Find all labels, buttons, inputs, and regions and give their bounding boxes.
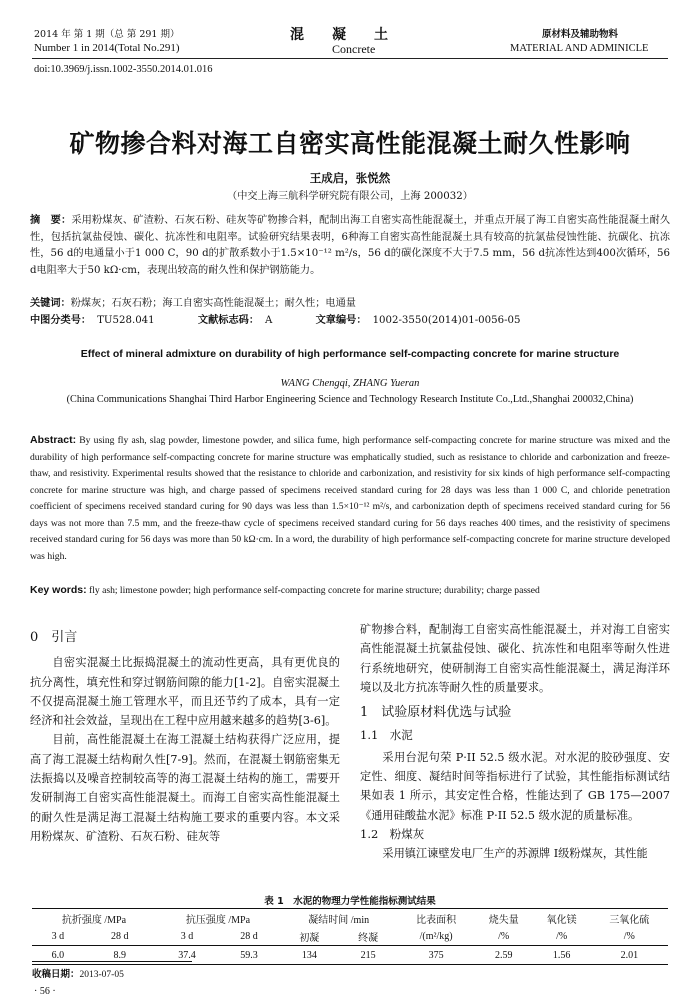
table-subheader-cell: /% (623, 930, 635, 942)
table-subheader-cell: 3 d (180, 930, 194, 942)
table-header-cell: 抗折强度 /MPa (61, 914, 127, 926)
page-number: · 56 · (34, 986, 56, 997)
table-subheader-cell: /% (556, 930, 568, 942)
table-header-row (32, 909, 668, 928)
section-heading-1-2: 1.2 粉煤灰 (360, 826, 425, 841)
journal-issue-cn: 2014 年 第 1 期（总 第 291 期） (34, 29, 180, 40)
keywords-en-text: fly ash; limestone powder; high performance self-compacting concrete for marine structure; durability; charge passed (89, 585, 540, 596)
table-header-cell: 凝结时间 /min (308, 914, 370, 926)
paper-title-en: Effect of mineral admixture on durability of high performance self-compacting concrete for marine structure (80, 348, 620, 360)
header-rule (32, 58, 668, 59)
table-cell: 375 (428, 949, 444, 961)
abstract-cn-text: 采用粉煤灰、矿渣粉、石灰石粉、硅灰等矿物掺合料，配制出海工自密实高性能混凝土，并重点开展了海工自密实高性能混凝土耐久性，包括抗氯盐侵蚀、碳化、抗冻性和电阻率。试验研究结果表明，6种海工自密实高性能混凝土具有较高的抗氯盐侵蚀性能、抗碳化、抗冻性，56 d的电通量小于1 000 C，90 d的扩散系数小于1.5×10⁻¹² m²/s，56 d的碳化深度不大于7.5 mm，56 d抗冻性达到400次循环，56 d电阻率大于50 kΩ·cm，表现出较高的耐久性和保护钢筋能力。 (30, 215, 671, 276)
section-cn: 原材料及辅助物料 (542, 29, 619, 40)
table-cell: 59.3 (240, 949, 258, 961)
table-header-cell: 抗压强度 /MPa (185, 914, 251, 926)
table-caption: 表 1 水泥的物理力学性能指标测试结果 (264, 896, 436, 907)
table-subheader-row (32, 927, 668, 946)
right-paragraph-2: 采用台泥句荣 P·II 52.5 级水泥。对水泥的胶砂强度、安定性、细度、凝结时间等指标进行了试验，其性能指标测试结果如表 1 所示，其安定性合格，性能达到了 GB 175—2007《通用硅酸盐水泥》标准 P·II 52.5 级水泥的质量标准。 (360, 750, 670, 822)
table-subheader-cell: /% (498, 930, 510, 942)
doc-code-label: 文献标志码： (197, 315, 260, 326)
table-header-cell: 三氧化硫 (609, 914, 650, 926)
clc-label: 中图分类号： (30, 315, 92, 326)
section-heading-intro: 0 引言 (30, 630, 78, 645)
journal-name-en: Concrete (332, 42, 376, 56)
table-subheader-cell: 28 d (240, 930, 258, 942)
table-header-cell: 烧失量 (488, 914, 519, 926)
table-subheader-cell: 28 d (111, 930, 129, 942)
keywords-en-label: Key words: (30, 584, 87, 596)
journal-name-cn: 混 凝 土 (290, 27, 388, 43)
right-paragraph-1: 矿物掺合料，配制海工自密实高性能混凝土，并对海工自密实高性能混凝土抗氯盐侵蚀、碳化、抗冻性和电阻率等耐久性进行系统地研究，使研制海工自密实高性能混凝土，满足海洋环境以及北方抗冻等耐久性的质量要求。 (360, 623, 670, 694)
authors-en: WANG Chengqi, ZHANG Yueran (280, 378, 420, 389)
classification-line (30, 313, 670, 330)
paper-title-cn: 矿物掺合料对海工自密实高性能混凝土耐久性影响 (69, 129, 631, 158)
intro-paragraph-2: 目前，高性能混凝土在海工混凝土结构获得广泛应用，提高了海工混凝土结构耐久性[7-9]。然而，在混凝土钢筋密集无法振捣以及噪音控制较高等的海工混凝土结构的施工，需要开发研制海工自密实高性能混凝土。而海工自密实高性能混凝土的耐久性是满足海工混凝土结构施工要求的重要内容。本文采用粉煤灰、矿渣粉、石灰石粉、硅灰等 (30, 733, 340, 843)
abstract-en-label: Abstract: (30, 434, 77, 446)
abstract-en (30, 432, 670, 565)
right-column (360, 620, 670, 864)
table-cell: 1.56 (552, 949, 571, 961)
received-value: 2013-07-05 (79, 970, 124, 980)
table-cell: 6.0 (51, 949, 65, 961)
table-subheader-cell: /(m²/kg) (419, 930, 453, 942)
affiliation-en: (China Communications Shanghai Third Harbor Engineering Science and Technology Research Institute Co.,Ltd.,Shanghai 200032,China) (66, 394, 634, 405)
footnote-rule (32, 961, 192, 962)
doc-code-value: A (265, 315, 273, 326)
table-header-cell: 比表面积 (416, 914, 457, 926)
cement-properties-table (32, 908, 668, 965)
journal-issue-en: Number 1 in 2014(Total No.291) (34, 42, 180, 54)
keywords-cn-label: 关键词： (30, 298, 71, 309)
left-column (30, 620, 340, 846)
received-date (32, 966, 124, 980)
table-cell: 215 (360, 949, 376, 961)
table-subheader-cell: 3 d (51, 930, 65, 942)
keywords-en (30, 582, 670, 600)
table-subheader-cell: 终凝 (358, 932, 379, 944)
doi: doi:10.3969/j.issn.1002-3550.2014.01.016 (34, 64, 213, 75)
article-no-value: 1002-3550(2014)01-0056-05 (372, 315, 521, 326)
table-cell: 37.4 (178, 949, 196, 961)
intro-paragraph-1: 自密实混凝土比振捣混凝土的流动性更高，具有更优良的抗分离性，填充性和穿过钢筋间隙的能力[1-2]。自密实混凝土不仅提高混凝土施工管理水平，而且还节约了成本，具有一定经济和社会效益，呈现出在工程中应用越来越多的趋势[3-6]。 (30, 656, 340, 728)
abstract-en-text: By using fly ash, slag powder, limestone powder, and silica fume, high performance self-compacting concrete for marine structure was mixed and the durability of high performance self-compacting concrete for marine structure was emphatically studied, such as resistance to chloride and carbonization and freeze-thaw, and resistivity. Experimental results showed that the resistance to chloride and carbonization, and resistivity for six kinds of high performance self-compacting concrete for marine structure was high, and charge passed of specimens received standard curing for 28 days was less than 1 000 C, and chloride penetration coefficient of specimens received standard curing for 90 days was less than 1.5×10⁻¹² m²/s, and carbonization depth of specimens received standard curing for 56 days was not more than 7.5 mm, and the freeze-thaw cycle of specimens received standard curing for 56 days reaches 400 times, and the resistivity of specimens received standard curing for 56 days was more than 50 kΩ·cm. In a word, the durability of high performance self-compacting concrete for marine structure developed was high. (30, 435, 670, 562)
keywords-cn-text: 粉煤灰；石灰石粉；海工自密实高性能混凝土；耐久性；电通量 (70, 298, 356, 309)
abstract-cn (30, 213, 670, 279)
clc-value: TU528.041 (97, 315, 155, 326)
abstract-cn-label: 摘 要： (30, 215, 72, 226)
section-heading-1-1: 1.1 水泥 (360, 728, 413, 743)
authors-cn: 王成启，张悦然 (309, 171, 391, 185)
table-header-cell: 氧化镁 (546, 914, 577, 926)
table-cell: 134 (301, 949, 317, 961)
table-cell: 2.59 (494, 949, 513, 961)
affiliation-cn: （中交上海三航科学研究院有限公司，上海 200032） (227, 191, 473, 202)
article-no-label: 文章编号： (315, 315, 367, 326)
section-heading-1: 1 试验原材料优选与试验 (360, 705, 512, 721)
table-subheader-cell: 初凝 (299, 932, 320, 944)
keywords-cn (30, 296, 670, 313)
right-paragraph-3: 采用镇江谏壁发电厂生产的苏源牌 I级粉煤灰，其性能 (382, 847, 648, 861)
table-cell: 8.9 (113, 949, 127, 961)
table-cell: 2.01 (620, 949, 639, 961)
received-label: 收稿日期： (32, 969, 80, 980)
section-en: MATERIAL AND ADMINICLE (510, 43, 649, 54)
